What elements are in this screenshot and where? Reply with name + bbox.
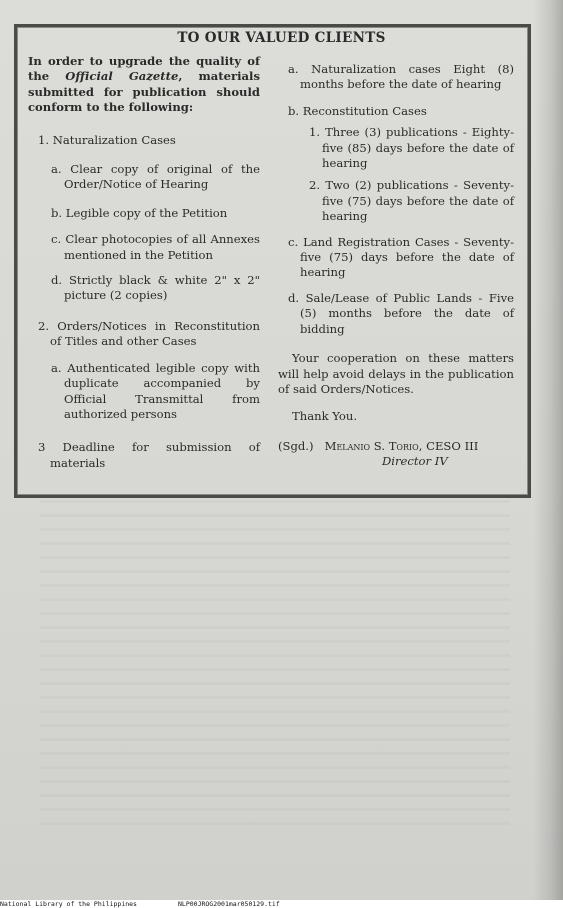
- faded-background-text: [40, 500, 510, 830]
- footer-library: National Library of the Philippines: [0, 900, 137, 908]
- deadline-reconstitution: b. Reconstitution Cases: [288, 103, 427, 118]
- deadline-three-publications: 1. Three (3) publications - Eighty-five (85) days before the date of hearing: [309, 125, 514, 171]
- official-gazette-name: Official Gazette: [65, 69, 179, 84]
- notice-title: TO OUR VALUED CLIENTS: [177, 30, 386, 46]
- left-column: [28, 54, 260, 471]
- right-column: [278, 62, 514, 470]
- deadline-land-registration: c. Land Registration Cases - Seventy-five (75) days before the date of hearing: [288, 234, 514, 280]
- signature-line: [278, 439, 514, 454]
- deadline-public-lands: d. Sale/Lease of Public Lands - Five (5) months before the date of bidding: [288, 290, 514, 336]
- item-deadline-submission: 3 Deadline for submission of materials: [38, 440, 260, 470]
- page-edge-shadow: [533, 0, 563, 900]
- item-naturalization-cases: 1. Naturalization Cases: [38, 132, 176, 147]
- deadline-two-publications: 2. Two (2) publications - Seventy-five (75) days before the date of hearing: [309, 178, 514, 224]
- intro-text-a: In order to upgrade the quality of the: [28, 54, 260, 84]
- intro-text-b: , materials submitted for publication should conform to the following:: [28, 69, 260, 115]
- footer-filename: NLP00JROG2001mar050129.tif: [178, 900, 280, 908]
- cooperation-paragraph: Your cooperation on these matters will help avoid delays in the publication of said Orders/Notices.: [278, 351, 514, 396]
- item-black-white-picture: d. Strictly black & white 2" x 2" picture (2 copies): [51, 273, 260, 303]
- scan-footer: [0, 900, 563, 908]
- signatory-name: Melanio S. Torio, CESO III: [324, 438, 479, 453]
- deadline-naturalization: a. Naturalization cases Eight (8) months before the date of hearing: [288, 62, 514, 92]
- signatory-title: Director IV: [382, 454, 448, 469]
- thank-you: Thank You.: [292, 409, 358, 424]
- item-authenticated-copy: a. Authenticated legible copy with duplicate accompanied by Official Transmittal from authorized persons: [51, 360, 260, 421]
- item-photocopies-annexes: c. Clear photocopies of all Annexes mentioned in the Petition: [51, 232, 260, 262]
- sgd-mark: (Sgd.): [278, 438, 314, 453]
- item-legible-petition: b. Legible copy of the Petition: [51, 205, 228, 220]
- item-orders-reconstitution: 2. Orders/Notices in Reconstitution of Titles and other Cases: [38, 318, 260, 349]
- item-clear-copy-order: a. Clear copy of original of the Order/Notice of Hearing: [51, 162, 260, 192]
- intro-paragraph: [28, 54, 260, 116]
